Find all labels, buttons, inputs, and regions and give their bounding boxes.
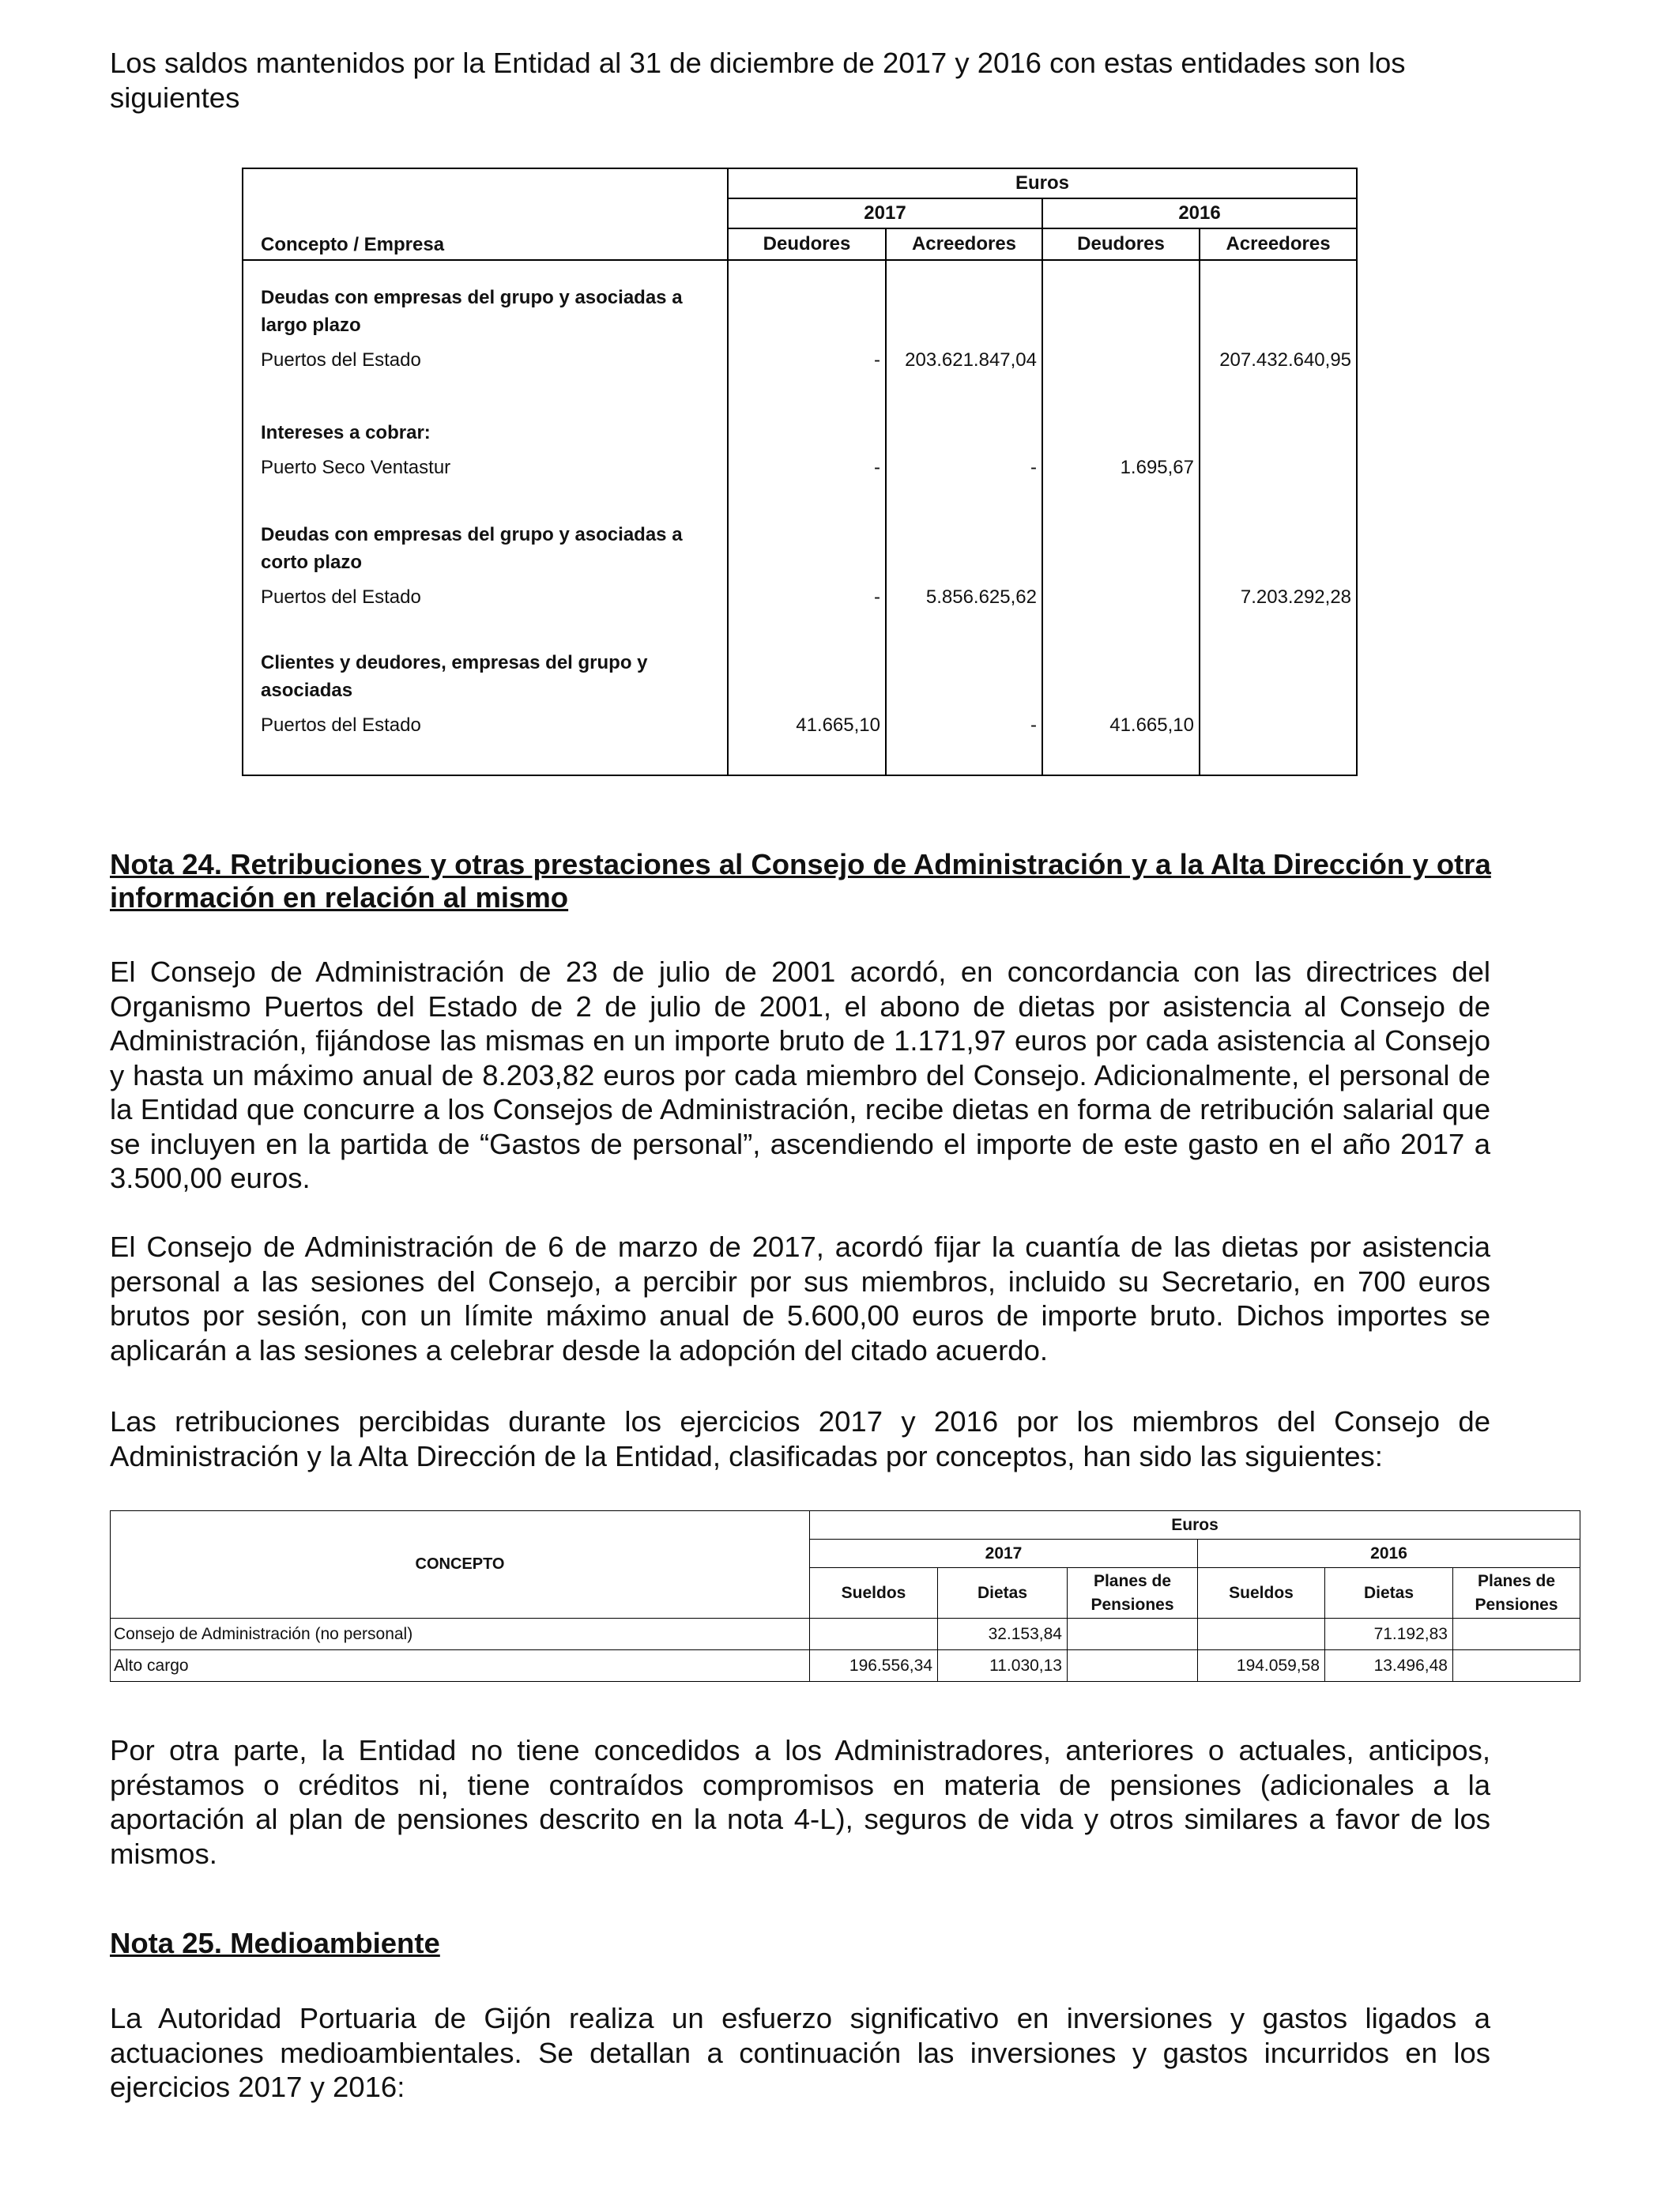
row-label: Puertos del Estado <box>243 579 728 616</box>
nota24-paragraph-2: El Consejo de Administración de 6 de marzo de 2017, acordó fijar la cuantía de las dietas por asistencia personal a las sesiones del Consejo, a percibir por sus miembros, incluido su Secretario, en 700 euros brutos por sesión, con un límite máximo anual de 5.600,00 euros de importe bruto. Dichos importes se aplicarán a las sesiones a celebrar desde la adopción del citado acuerdo. <box>110 1231 1490 1367</box>
cell-acreedores-2016: 7.203.292,28 <box>1200 579 1357 616</box>
deudores-2017-header: Deudores <box>728 228 886 260</box>
balances-table <box>242 168 1358 776</box>
cell-deudores-2016 <box>1042 342 1200 379</box>
acreedores-2016-header: Acreedores <box>1200 228 1357 260</box>
euros-header: Euros <box>728 168 1357 198</box>
cell-deudores-2016: 1.695,67 <box>1042 450 1200 486</box>
cell-deudores-2016 <box>1042 579 1200 616</box>
sueldos-2017-header: Sueldos <box>810 1568 938 1619</box>
section-title: Deudas con empresas del grupo y asociadas a corto plazo <box>243 486 728 579</box>
cell-acreedores-2017: 5.856.625,62 <box>886 579 1042 616</box>
section-title: Deudas con empresas del grupo y asociadas a largo plazo <box>243 260 728 342</box>
remuneration-table <box>110 1510 1580 1682</box>
dietas-2017-header: Dietas <box>938 1568 1068 1619</box>
planes-2017-header: Planes de Pensiones <box>1068 1568 1198 1619</box>
cell-acreedores-2016 <box>1200 450 1357 486</box>
nota25-paragraph-1: La Autoridad Portuaria de Gijón realiza un esfuerzo significativo en inversiones y gastos ligados a actuaciones medioambientales. Se detallan a continuación las inversiones y gastos incurridos en los ejercicios 2017 y 2016: <box>110 2002 1490 2103</box>
row-label: Puertos del Estado <box>243 342 728 379</box>
cell-dietas-2016: 13.496,48 <box>1325 1650 1453 1682</box>
cell-sueldos-2017 <box>810 1619 938 1650</box>
nota24-paragraph-1: El Consejo de Administración de 23 de julio de 2001 acordó, en concordancia con las directrices del Organismo Puertos del Estado de 2 de julio de 2001, el abono de dietas por asistencia al Consejo de Administración, fijándose las mismas en un importe bruto de 1.171,97 euros por cada asistencia al Consejo y hasta un máximo anual de 8.203,82 euros por cada miembro del Consejo. Adicionalmente, el personal de la Entidad que concurre a los Consejos de Administración, recibe dietas en forma de retribución salarial que se incluyen en la partida de “Gastos de personal”, ascendiendo el importe de este gasto en el año 2017 a 3.500,00 euros. <box>110 956 1490 1194</box>
cell-planes-2016 <box>1453 1650 1580 1682</box>
cell-deudores-2017: - <box>728 342 886 379</box>
cell-acreedores-2017: - <box>886 707 1042 744</box>
row-label: Puertos del Estado <box>243 707 728 744</box>
row-label: Alto cargo <box>111 1650 810 1682</box>
cell-deudores-2016: 41.665,10 <box>1042 707 1200 744</box>
cell-sueldos-2017: 196.556,34 <box>810 1650 938 1682</box>
cell-dietas-2016: 71.192,83 <box>1325 1619 1453 1650</box>
intro-paragraph: Los saldos mantenidos por la Entidad al 31 de diciembre de 2017 y 2016 con estas entidades son los siguientes <box>110 47 1406 114</box>
cell-sueldos-2016: 194.059,58 <box>1198 1650 1325 1682</box>
cell-acreedores-2017: - <box>886 450 1042 486</box>
cell-acreedores-2016 <box>1200 707 1357 744</box>
cell-planes-2017 <box>1068 1650 1198 1682</box>
row-label: Puerto Seco Ventastur <box>243 450 728 486</box>
cell-planes-2016 <box>1453 1619 1580 1650</box>
nota25-heading: Nota 25. Medioambiente <box>110 1927 440 1959</box>
nota24-paragraph-3: Las retribuciones percibidas durante los ejercicios 2017 y 2016 por los miembros del Consejo de Administración y la Alta Dirección de la Entidad, clasificadas por conceptos, han sido las siguientes: <box>110 1405 1490 1472</box>
cell-deudores-2017: - <box>728 579 886 616</box>
section-title: Clientes y deudores, empresas del grupo y asociadas <box>243 616 728 707</box>
concept-header: Concepto / Empresa <box>243 168 728 260</box>
planes-2016-header: Planes de Pensiones <box>1453 1568 1580 1619</box>
cell-dietas-2017: 11.030,13 <box>938 1650 1068 1682</box>
euros-header: Euros <box>810 1511 1580 1540</box>
cell-sueldos-2016 <box>1198 1619 1325 1650</box>
cell-planes-2017 <box>1068 1619 1198 1650</box>
concept-header: CONCEPTO <box>111 1511 810 1619</box>
year-2016-header: 2016 <box>1198 1540 1580 1568</box>
nota24-paragraph-4: Por otra parte, la Entidad no tiene concedidos a los Administradores, anteriores o actuales, anticipos, préstamos o créditos ni, tiene contraídos compromisos en materia de pensiones (adicionales a la aportación al plan de pensiones descrito en la nota 4-L), seguros de vida y otros similares a favor de los mismos. <box>110 1734 1490 1870</box>
cell-deudores-2017: - <box>728 450 886 486</box>
cell-dietas-2017: 32.153,84 <box>938 1619 1068 1650</box>
deudores-2016-header: Deudores <box>1042 228 1200 260</box>
sueldos-2016-header: Sueldos <box>1198 1568 1325 1619</box>
year-2017-header: 2017 <box>810 1540 1198 1568</box>
nota24-heading: Nota 24. Retribuciones y otras prestaciones al Consejo de Administración y a la Alta Dirección y otra información en relación al mismo <box>110 848 1491 914</box>
cell-acreedores-2017: 203.621.847,04 <box>886 342 1042 379</box>
section-title: Intereses a cobrar: <box>243 379 728 450</box>
cell-acreedores-2016: 207.432.640,95 <box>1200 342 1357 379</box>
year-2016-header: 2016 <box>1042 198 1357 228</box>
year-2017-header: 2017 <box>728 198 1042 228</box>
dietas-2016-header: Dietas <box>1325 1568 1453 1619</box>
acreedores-2017-header: Acreedores <box>886 228 1042 260</box>
cell-deudores-2017: 41.665,10 <box>728 707 886 744</box>
row-label: Consejo de Administración (no personal) <box>111 1619 810 1650</box>
